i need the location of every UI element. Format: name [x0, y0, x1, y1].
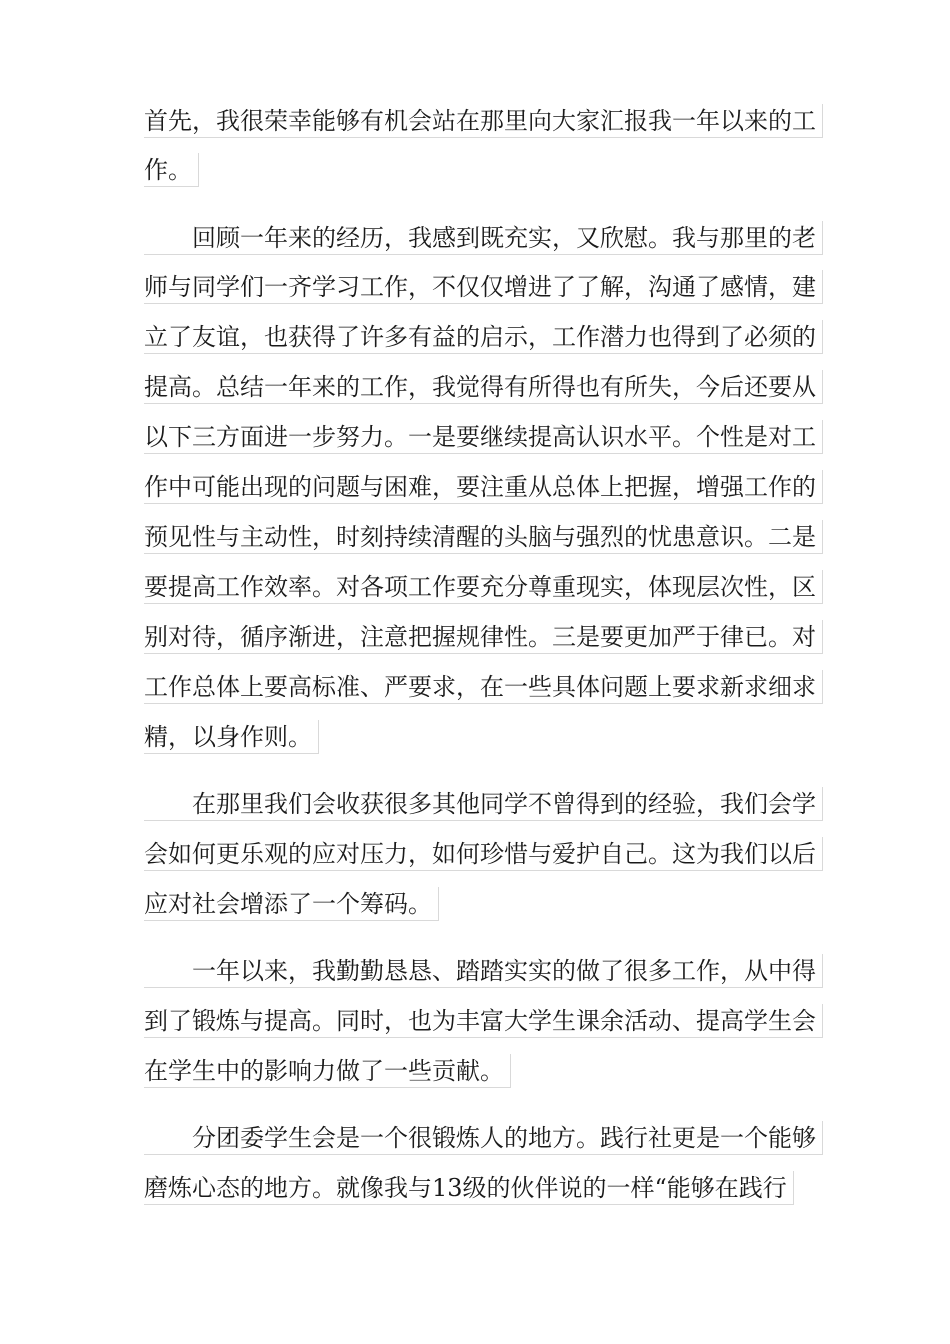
- paragraph-2-line-3: 立了友谊，也获得了许多有益的启示，工作潜力也得到了必须的: [144, 320, 823, 354]
- paragraph-1-line-1: 首先，我很荣幸能够有机会站在那里向大家汇报我一年以来的工: [144, 104, 823, 138]
- paragraph-3-line-3: 应对社会增添了一个筹码。: [144, 887, 439, 921]
- paragraph-2-line-11: 精，以身作则。: [144, 720, 319, 754]
- paragraph-2-line-7: 预见性与主动性，时刻持续清醒的头脑与强烈的忧患意识。二是: [144, 520, 823, 554]
- paragraph-5-line-2: 磨炼心态的地方。就像我与13级的伙伴说的一样“能够在践行: [144, 1171, 794, 1205]
- paragraph-2-line-4: 提高。总结一年来的工作，我觉得有所得也有所失，今后还要从: [144, 370, 823, 404]
- paragraph-2-line-9: 别对待，循序渐进，注意把握规律性。三是要更加严于律已。对: [144, 620, 823, 654]
- paragraph-2-line-5: 以下三方面进一步努力。一是要继续提高认识水平。个性是对工: [144, 420, 823, 454]
- paragraph-2-line-6: 作中可能出现的问题与困难，要注重从总体上把握，增强工作的: [144, 470, 823, 504]
- paragraph-4-line-1: 一年以来，我勤勤恳恳、踏踏实实的做了很多工作，从中得: [144, 954, 823, 988]
- paragraph-5-line-1: 分团委学生会是一个很锻炼人的地方。践行社更是一个能够: [144, 1121, 823, 1155]
- paragraph-2-line-10: 工作总体上要高标准、严要求，在一些具体问题上要求新求细求: [144, 670, 823, 704]
- paragraph-1-line-2: 作。: [144, 153, 199, 187]
- paragraph-4-line-2: 到了锻炼与提高。同时，也为丰富大学生课余活动、提高学生会: [144, 1004, 823, 1038]
- paragraph-3-line-1: 在那里我们会收获很多其他同学不曾得到的经验，我们会学: [144, 787, 823, 821]
- paragraph-2-line-2: 师与同学们一齐学习工作，不仅仅增进了了解，沟通了感情，建: [144, 270, 823, 304]
- paragraph-2-line-1: 回顾一年来的经历，我感到既充实，又欣慰。我与那里的老: [144, 221, 823, 255]
- paragraph-3-line-2: 会如何更乐观的应对压力，如何珍惜与爱护自己。这为我们以后: [144, 837, 823, 871]
- paragraph-4-line-3: 在学生中的影响力做了一些贡献。: [144, 1054, 511, 1088]
- paragraph-2-line-8: 要提高工作效率。对各项工作要充分尊重现实，体现层次性，区: [144, 570, 823, 604]
